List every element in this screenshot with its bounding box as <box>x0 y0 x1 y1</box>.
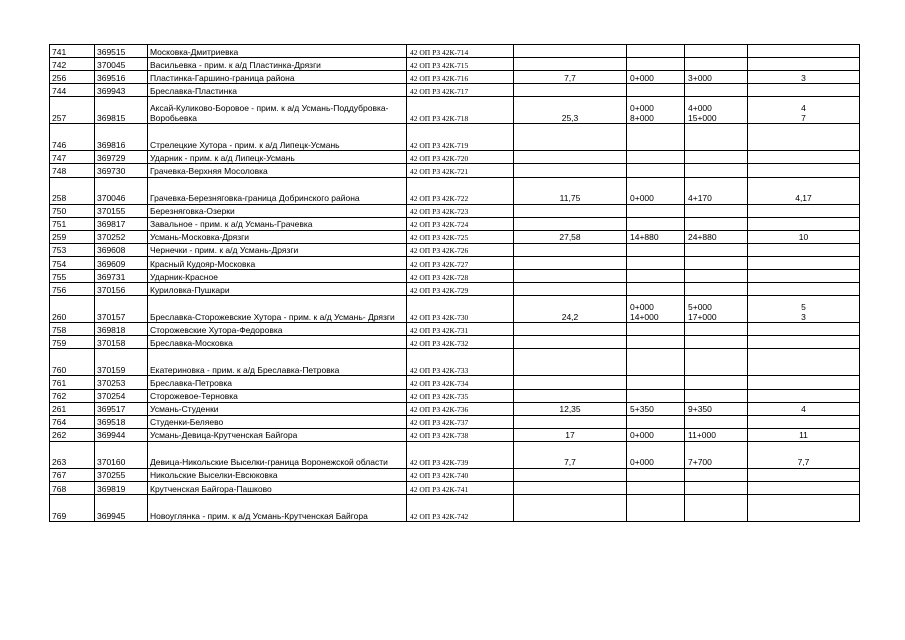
end-km-cell <box>685 495 748 522</box>
road-code-cell: 369516 <box>95 71 148 84</box>
road-id-cell: 42 ОП РЗ 42К-717 <box>407 84 514 97</box>
end-km-cell <box>685 270 748 283</box>
road-code-cell: 370252 <box>95 230 148 243</box>
table-row <box>50 45 860 58</box>
row-number-cell: 755 <box>50 270 95 283</box>
section-length-cell <box>748 71 860 84</box>
row-number-cell: 257 <box>50 97 95 124</box>
table-row <box>50 495 860 522</box>
row-number-cell: 767 <box>50 468 95 481</box>
road-id-cell: 42 ОП РЗ 42К-734 <box>407 376 514 389</box>
end-km-cell <box>685 441 748 468</box>
end-km-cell-value: 9+350 <box>688 404 712 415</box>
road-id-cell: 42 ОП РЗ 42К-732 <box>407 336 514 349</box>
section-length-cell <box>748 217 860 230</box>
start-km-cell <box>627 164 685 177</box>
road-name-cell: Крутченская Байгора-Пашково <box>148 481 407 494</box>
road-code-cell: 370045 <box>95 58 148 71</box>
road-code-cell: 369608 <box>95 243 148 256</box>
road-code-cell: 369944 <box>95 428 148 441</box>
section-length-cell <box>748 376 860 389</box>
section-length-cell <box>748 270 860 283</box>
road-name-cell: Ударник - прим. к а/д Липецк-Усмань <box>148 151 407 164</box>
section-length-cell <box>748 230 860 243</box>
road-code-cell: 370253 <box>95 376 148 389</box>
road-length-cell <box>514 151 627 164</box>
road-id-cell: 42 ОП РЗ 42К-719 <box>407 124 514 151</box>
table-row <box>50 283 860 296</box>
end-km-cell <box>685 402 748 415</box>
road-id-cell: 42 ОП РЗ 42К-741 <box>407 481 514 494</box>
row-number-cell: 769 <box>50 495 95 522</box>
row-number-cell: 759 <box>50 336 95 349</box>
end-km-cell <box>685 151 748 164</box>
section-length-cell <box>748 468 860 481</box>
start-km-cell <box>627 336 685 349</box>
road-length-cell <box>514 481 627 494</box>
row-number-cell: 747 <box>50 151 95 164</box>
road-code-cell: 369943 <box>95 84 148 97</box>
road-name-cell: Куриловка-Пушкари <box>148 283 407 296</box>
road-length-cell <box>514 283 627 296</box>
road-length-cell <box>514 270 627 283</box>
road-length-cell <box>514 204 627 217</box>
table-row <box>50 256 860 269</box>
start-km-cell <box>627 349 685 376</box>
road-id-cell: 42 ОП РЗ 42К-740 <box>407 468 514 481</box>
start-km-cell-value: 0+000 <box>630 430 654 441</box>
road-name-cell: Васильевка - прим. к а/д Пластинка-Дрязги <box>148 58 407 71</box>
road-length-cell <box>514 376 627 389</box>
table-row <box>50 389 860 402</box>
road-length-cell <box>514 415 627 428</box>
road-id-cell: 42 ОП РЗ 42К-722 <box>407 177 514 204</box>
road-code-cell: 369731 <box>95 270 148 283</box>
road-name-cell: Красный Кудояр-Московка <box>148 256 407 269</box>
road-id-cell: 42 ОП РЗ 42К-731 <box>407 323 514 336</box>
road-id-cell: 42 ОП РЗ 42К-730 <box>407 296 514 323</box>
section-length-cell <box>748 441 860 468</box>
start-km-cell <box>627 376 685 389</box>
road-name-cell: Бреславка-Петровка <box>148 376 407 389</box>
road-id-cell: 42 ОП РЗ 42К-738 <box>407 428 514 441</box>
row-number-cell: 764 <box>50 415 95 428</box>
road-name-cell: Усмань-Московка-Дрязги <box>148 230 407 243</box>
start-km-cell-value: 0+000 <box>630 103 654 114</box>
road-length-cell <box>514 84 627 97</box>
section-length-cell <box>748 177 860 204</box>
row-number-cell: 261 <box>50 402 95 415</box>
road-length-cell <box>514 495 627 522</box>
row-number-cell: 751 <box>50 217 95 230</box>
row-number-cell: 748 <box>50 164 95 177</box>
table-row <box>50 151 860 164</box>
start-km-cell <box>627 84 685 97</box>
start-km-cell <box>627 45 685 58</box>
row-number-cell: 768 <box>50 481 95 494</box>
section-length-cell-value: 11 <box>799 430 808 441</box>
road-code-cell: 370156 <box>95 283 148 296</box>
road-name-cell: Грачевка-Березняговка-граница Добринского района <box>148 177 407 204</box>
start-km-cell <box>627 283 685 296</box>
road-name-cell: Московка-Дмитриевка <box>148 45 407 58</box>
road-id-cell: 42 ОП РЗ 42К-727 <box>407 256 514 269</box>
start-km-cell <box>627 256 685 269</box>
end-km-cell-value: 11+000 <box>688 430 716 441</box>
section-length-cell-value: 5 <box>801 302 806 313</box>
section-length-cell <box>748 164 860 177</box>
end-km-cell <box>685 243 748 256</box>
start-km-cell <box>627 58 685 71</box>
road-registry-table <box>49 44 860 522</box>
road-id-cell: 42 ОП РЗ 42К-721 <box>407 164 514 177</box>
road-code-cell: 370254 <box>95 389 148 402</box>
end-km-cell <box>685 58 748 71</box>
road-code-cell: 369729 <box>95 151 148 164</box>
section-length-cell-value: 10 <box>798 232 809 243</box>
road-length-cell <box>514 389 627 402</box>
row-number-cell: 762 <box>50 389 95 402</box>
end-km-cell-value: 4+170 <box>688 193 712 204</box>
section-length-cell-value: 3 <box>801 311 806 322</box>
table-row <box>50 243 860 256</box>
road-id-cell: 42 ОП РЗ 42К-726 <box>407 243 514 256</box>
table-row <box>50 323 860 336</box>
end-km-cell <box>685 204 748 217</box>
road-id-cell: 42 ОП РЗ 42К-728 <box>407 270 514 283</box>
table-row <box>50 124 860 151</box>
road-code-cell: 369518 <box>95 415 148 428</box>
road-length-cell <box>514 58 627 71</box>
section-length-cell <box>748 495 860 522</box>
row-number-cell: 760 <box>50 349 95 376</box>
section-length-cell <box>748 84 860 97</box>
section-length-cell <box>748 389 860 402</box>
start-km-cell <box>627 151 685 164</box>
end-km-cell <box>685 177 748 204</box>
road-code-cell: 369815 <box>95 97 148 124</box>
table-row <box>50 270 860 283</box>
section-length-cell <box>748 151 860 164</box>
end-km-cell <box>685 71 748 84</box>
road-length-cell <box>514 45 627 58</box>
table-row <box>50 164 860 177</box>
road-id-cell: 42 ОП РЗ 42К-733 <box>407 349 514 376</box>
road-code-cell: 369515 <box>95 45 148 58</box>
road-code-cell: 369818 <box>95 323 148 336</box>
section-length-cell <box>748 336 860 349</box>
section-length-cell-value: 4 <box>801 404 806 415</box>
end-km-cell <box>685 323 748 336</box>
section-length-cell <box>748 58 860 71</box>
end-km-cell <box>685 97 748 124</box>
road-name-cell: Сторожевое-Терновка <box>148 389 407 402</box>
start-km-cell-value: 8+000 <box>630 112 654 123</box>
start-km-cell <box>627 441 685 468</box>
end-km-cell <box>685 389 748 402</box>
table-row <box>50 349 860 376</box>
row-number-cell: 761 <box>50 376 95 389</box>
start-km-cell <box>627 296 685 323</box>
start-km-cell-value: 5+350 <box>630 404 654 415</box>
road-id-cell: 42 ОП РЗ 42К-737 <box>407 415 514 428</box>
section-length-cell-value: 4 <box>801 103 806 114</box>
section-length-cell <box>748 243 860 256</box>
start-km-cell <box>627 243 685 256</box>
end-km-cell-value: 15+000 <box>688 112 717 123</box>
start-km-cell <box>627 204 685 217</box>
road-name-cell: Березняговка-Озерки <box>148 204 407 217</box>
start-km-cell-value: 0+000 <box>630 457 654 468</box>
end-km-cell <box>685 256 748 269</box>
row-number-cell: 741 <box>50 45 95 58</box>
road-name-cell: Бреславка-Сторожевские Хутора - прим. к а/д Усмань- Дрязги <box>148 296 407 323</box>
end-km-cell <box>685 415 748 428</box>
road-name-cell: Завальное - прим. к а/д Усмань-Грачевка <box>148 217 407 230</box>
row-number-cell: 758 <box>50 323 95 336</box>
end-km-cell <box>685 336 748 349</box>
road-id-cell: 42 ОП РЗ 42К-715 <box>407 58 514 71</box>
row-number-cell: 260 <box>50 296 95 323</box>
end-km-cell <box>685 349 748 376</box>
road-code-cell: 370158 <box>95 336 148 349</box>
road-name-cell: Усмань-Девица-Крутченская Байгора <box>148 428 407 441</box>
road-id-cell: 42 ОП РЗ 42К-735 <box>407 389 514 402</box>
start-km-cell-value: 14+880 <box>630 232 659 243</box>
table-row <box>50 415 860 428</box>
road-code-cell: 370160 <box>95 441 148 468</box>
road-code-cell: 369945 <box>95 495 148 522</box>
road-code-cell: 369517 <box>95 402 148 415</box>
section-length-cell <box>748 296 860 323</box>
start-km-cell <box>627 217 685 230</box>
table-row <box>50 230 860 243</box>
section-length-cell <box>748 428 860 441</box>
road-name-cell: Чернечки - прим. к а/д Усмань-Дрязги <box>148 243 407 256</box>
start-km-cell <box>627 177 685 204</box>
row-number-cell: 744 <box>50 84 95 97</box>
road-id-cell: 42 ОП РЗ 42К-725 <box>407 230 514 243</box>
section-length-cell <box>748 97 860 124</box>
section-length-cell-value: 3 <box>801 72 806 83</box>
road-length-cell <box>514 336 627 349</box>
section-length-cell-value: 7,7 <box>797 457 810 468</box>
road-name-cell: Аксай-Куликово-Боровое - прим. к а/д Усмань-Поддубровка-Воробьевка <box>148 97 407 124</box>
section-length-cell <box>748 323 860 336</box>
section-length-cell <box>748 283 860 296</box>
row-number-cell: 262 <box>50 428 95 441</box>
end-km-cell <box>685 428 748 441</box>
row-number-cell: 742 <box>50 58 95 71</box>
row-number-cell: 746 <box>50 124 95 151</box>
row-number-cell: 753 <box>50 243 95 256</box>
road-id-cell: 42 ОП РЗ 42К-716 <box>407 71 514 84</box>
start-km-cell-value: 14+000 <box>630 311 659 322</box>
start-km-cell <box>627 481 685 494</box>
end-km-cell <box>685 230 748 243</box>
road-id-cell: 42 ОП РЗ 42К-723 <box>407 204 514 217</box>
section-length-cell <box>748 349 860 376</box>
road-name-cell: Стрелецкие Хутора - прим. к а/д Липецк-Усмань <box>148 124 407 151</box>
table-row <box>50 296 860 323</box>
section-length-cell <box>748 45 860 58</box>
start-km-cell-value: 0+000 <box>630 302 654 313</box>
table-row <box>50 177 860 204</box>
row-number-cell: 263 <box>50 441 95 468</box>
start-km-cell-value: 0+000 <box>630 193 654 204</box>
road-code-cell: 369819 <box>95 481 148 494</box>
road-length-cell: 25,3 <box>514 97 627 124</box>
table-row <box>50 441 860 468</box>
road-code-cell: 370155 <box>95 204 148 217</box>
section-length-cell <box>748 415 860 428</box>
road-id-cell: 42 ОП РЗ 42К-736 <box>407 402 514 415</box>
table-row <box>50 336 860 349</box>
row-number-cell: 754 <box>50 256 95 269</box>
road-length-cell: 17 <box>514 428 627 441</box>
road-code-cell: 369609 <box>95 256 148 269</box>
section-length-cell <box>748 481 860 494</box>
road-id-cell: 42 ОП РЗ 42К-739 <box>407 441 514 468</box>
road-name-cell: Пластинка-Гаршино-граница района <box>148 71 407 84</box>
table-row <box>50 481 860 494</box>
road-id-cell: 42 ОП РЗ 42К-724 <box>407 217 514 230</box>
row-number-cell: 258 <box>50 177 95 204</box>
start-km-cell <box>627 230 685 243</box>
table-row <box>50 468 860 481</box>
road-length-cell: 12,35 <box>514 402 627 415</box>
start-km-cell <box>627 270 685 283</box>
table-row <box>50 428 860 441</box>
end-km-cell <box>685 283 748 296</box>
start-km-cell <box>627 402 685 415</box>
road-length-cell <box>514 164 627 177</box>
table-row <box>50 58 860 71</box>
road-length-cell <box>514 217 627 230</box>
table-row <box>50 204 860 217</box>
road-length-cell <box>514 256 627 269</box>
road-name-cell: Новоуглянка - прим. к а/д Усмань-Крутченская Байгора <box>148 495 407 522</box>
road-length-cell <box>514 349 627 376</box>
road-length-cell: 11,75 <box>514 177 627 204</box>
section-length-cell <box>748 402 860 415</box>
start-km-cell <box>627 124 685 151</box>
end-km-cell <box>685 84 748 97</box>
table-row <box>50 402 860 415</box>
end-km-cell-value: 7+700 <box>688 457 712 468</box>
start-km-cell <box>627 495 685 522</box>
end-km-cell <box>685 481 748 494</box>
road-id-cell: 42 ОП РЗ 42К-729 <box>407 283 514 296</box>
end-km-cell <box>685 376 748 389</box>
road-length-cell: 27,58 <box>514 230 627 243</box>
start-km-cell <box>627 415 685 428</box>
table-row <box>50 71 860 84</box>
end-km-cell-value: 4+000 <box>688 103 712 114</box>
end-km-cell <box>685 217 748 230</box>
road-code-cell: 370046 <box>95 177 148 204</box>
start-km-cell <box>627 389 685 402</box>
road-name-cell: Никольские Выселки-Евсюковка <box>148 468 407 481</box>
road-name-cell: Ударник-Красное <box>148 270 407 283</box>
start-km-cell-value: 0+000 <box>630 72 654 83</box>
row-number-cell: 750 <box>50 204 95 217</box>
road-length-cell: 24,2 <box>514 296 627 323</box>
end-km-cell <box>685 124 748 151</box>
road-name-cell: Бреславка-Пластинка <box>148 84 407 97</box>
section-length-cell-value: 4,17 <box>795 193 812 204</box>
road-length-cell <box>514 468 627 481</box>
road-code-cell: 369816 <box>95 124 148 151</box>
road-name-cell: Екатериновка - прим. к а/д Бреславка-Петровка <box>148 349 407 376</box>
end-km-cell <box>685 164 748 177</box>
end-km-cell <box>685 45 748 58</box>
road-code-cell: 370159 <box>95 349 148 376</box>
road-name-cell: Усмань-Студенки <box>148 402 407 415</box>
end-km-cell <box>685 296 748 323</box>
road-length-cell: 7,7 <box>514 441 627 468</box>
road-id-cell: 42 ОП РЗ 42К-742 <box>407 495 514 522</box>
row-number-cell: 259 <box>50 230 95 243</box>
road-id-cell: 42 ОП РЗ 42К-718 <box>407 97 514 124</box>
section-length-cell <box>748 124 860 151</box>
road-code-cell: 369817 <box>95 217 148 230</box>
road-length-cell <box>514 323 627 336</box>
start-km-cell <box>627 97 685 124</box>
end-km-cell-value: 17+000 <box>688 311 717 322</box>
end-km-cell <box>685 468 748 481</box>
table-row <box>50 84 860 97</box>
road-name-cell: Бреславка-Московка <box>148 336 407 349</box>
start-km-cell <box>627 468 685 481</box>
start-km-cell <box>627 323 685 336</box>
end-km-cell-value: 24+880 <box>688 232 717 243</box>
road-name-cell: Сторожевские Хутора-Федоровка <box>148 323 407 336</box>
table-row <box>50 376 860 389</box>
road-name-cell: Девица-Никольские Выселки-граница Воронежской области <box>148 441 407 468</box>
road-code-cell: 370157 <box>95 296 148 323</box>
road-code-cell: 370255 <box>95 468 148 481</box>
road-id-cell: 42 ОП РЗ 42К-720 <box>407 151 514 164</box>
table-row <box>50 97 860 124</box>
road-id-cell: 42 ОП РЗ 42К-714 <box>407 45 514 58</box>
road-code-cell: 369730 <box>95 164 148 177</box>
road-registry-sheet <box>49 44 860 522</box>
end-km-cell-value: 3+000 <box>688 72 712 83</box>
row-number-cell: 756 <box>50 283 95 296</box>
start-km-cell <box>627 428 685 441</box>
table-row <box>50 217 860 230</box>
row-number-cell: 256 <box>50 71 95 84</box>
start-km-cell <box>627 71 685 84</box>
road-name-cell: Студенки-Беляево <box>148 415 407 428</box>
road-name-cell: Грачевка-Верхняя Мосоловка <box>148 164 407 177</box>
end-km-cell-value: 5+000 <box>688 302 712 313</box>
section-length-cell <box>748 204 860 217</box>
section-length-cell <box>748 256 860 269</box>
road-length-cell <box>514 124 627 151</box>
section-length-cell-value: 7 <box>801 112 806 123</box>
road-length-cell: 7,7 <box>514 71 627 84</box>
road-length-cell <box>514 243 627 256</box>
